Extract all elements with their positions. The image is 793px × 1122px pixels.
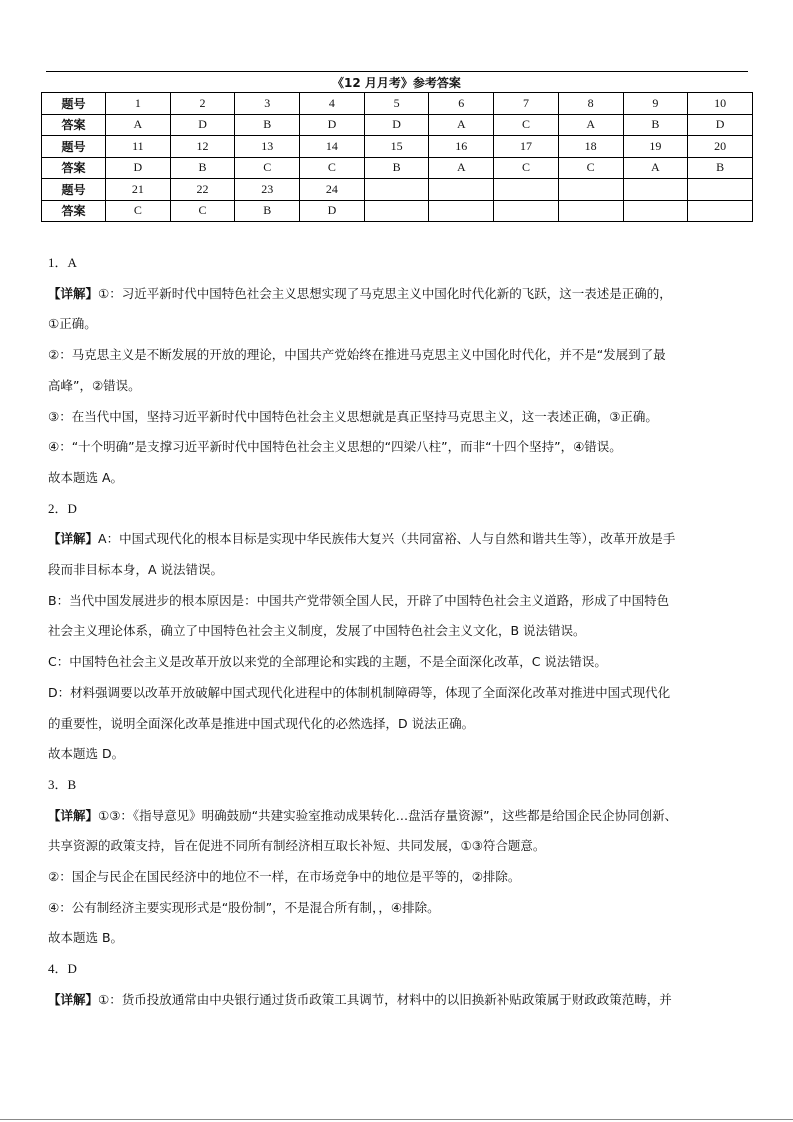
table-cell: B [688,157,753,179]
explanation-line [48,801,753,832]
table-row [42,93,753,115]
table-cell: A [429,114,494,136]
table-cell: A [106,114,171,136]
table-cell: D [364,114,429,136]
explanation-text: 段而非目标本身，A 说法错误。 [48,562,224,578]
explanation-line [48,893,753,924]
table-cell: B [235,114,300,136]
table-cell: D [300,200,365,222]
table-cell: 9 [623,93,688,115]
detail-tag: 【详解】 [48,285,99,301]
explanation-line [48,555,753,586]
table-row [42,136,753,158]
explanation-line [48,402,753,433]
table-cell: 5 [364,93,429,115]
explanation-line [48,678,753,709]
detail-tag: 【详解】 [48,531,99,547]
table-row [42,114,753,136]
table-cell: 24 [300,179,365,201]
table-cell [623,179,688,201]
question-number: 4．D [48,961,77,977]
table-cell: A [429,157,494,179]
explanation-text: D：材料强调要以改革开放破解中国式现代化进程中的体制机制障碍等，体现了全面深化改革对推进中国式现代化 [48,684,671,700]
explanation-text: 的重要性，说明全面深化改革是推进中国式现代化的必然选择，D 说法正确。 [48,715,475,731]
explanation-line [48,371,753,402]
table-cell: 15 [364,136,429,158]
explanation-line [48,647,753,678]
table-cell [558,179,623,201]
answer-table [41,92,753,222]
table-cell [494,179,559,201]
table-cell: 1 [106,93,171,115]
detail-tag: 【详解】 [48,991,99,1007]
explanation-line [48,616,753,647]
explanation-text: ①：习近平新时代中国特色社会主义思想实现了马克思主义中国化时代化新的飞跃，这一表述是正确的， [98,285,672,301]
table-cell: A [623,157,688,179]
table-cell: D [170,114,235,136]
bottom-rule [0,1119,793,1120]
table-row [42,200,753,222]
explanation-text: 高峰”，②错误。 [48,377,141,393]
table-cell [688,200,753,222]
explanation-text: ②：国企与民企在国民经济中的地位不一样，在市场竞争中的地位是平等的，②排除。 [48,869,521,885]
table-cell: C [300,157,365,179]
table-cell: 21 [106,179,171,201]
table-cell: 14 [300,136,365,158]
table-cell [429,200,494,222]
table-cell: 23 [235,179,300,201]
explanation-line [48,985,753,1016]
explanation-line [48,923,753,954]
explanation-line [48,862,753,893]
explanation-text: A：中国式现代化的根本目标是实现中华民族伟大复兴（共同富裕、人与自然和谐共生等），改革开放是手 [98,531,676,547]
table-cell [688,179,753,201]
detail-tag: 【详解】 [48,807,99,823]
table-row [42,157,753,179]
explanation-text: 共享资源的政策支持，旨在促进不同所有制经济相互取长补短、共同发展，①③符合题意。 [48,838,546,854]
row-label: 答案 [42,200,106,222]
table-cell [429,179,494,201]
explanation-text: 故本题选 B。 [48,930,124,946]
table-cell: C [235,157,300,179]
table-cell: B [364,157,429,179]
table-cell [494,200,559,222]
table-cell: 8 [558,93,623,115]
page-title: 《12 月月考》参考答案 [332,76,461,90]
table-cell: 10 [688,93,753,115]
table-cell: C [494,157,559,179]
explanation-text: ①③：《指导意见》明确鼓励“共建实验室推动成果转化…盘活存量资源”，这些都是给国企民企协同创新、 [98,807,678,823]
explanation-line [48,831,753,862]
explanation-text: ③：在当代中国，坚持习近平新时代中国特色社会主义思想就是真正坚持马克思主义，这一表述正确，③正确。 [48,408,658,424]
question-number: 1．A [48,255,77,270]
question-number: 3．B [48,776,77,792]
table-cell [623,200,688,222]
table-cell: C [558,157,623,179]
explanation-text: C：中国特色社会主义是改革开放以来党的全部理论和实践的主题，不是全面深化改革，C 说法错误。 [48,654,607,670]
row-label: 题号 [42,93,106,115]
table-cell: C [494,114,559,136]
explanation-text: ④：“十个明确”是支撑习近平新时代中国特色社会主义思想的“四梁八柱”，而非“十四个坚持”，④错误。 [48,439,622,455]
explanation-text: ④：公有制经济主要实现形式是“股份制”，不是混合所有制，，④排除。 [48,899,440,915]
table-cell: 13 [235,136,300,158]
explanation-line [48,739,753,770]
row-label: 题号 [42,179,106,201]
explanation-text: B：当代中国发展进步的根本原因是：中国共产党带领全国人民，开辟了中国特色社会主义道路，形成了中国特色 [48,592,670,608]
table-cell [364,200,429,222]
table-cell: C [170,200,235,222]
table-cell: D [688,114,753,136]
table-cell: 6 [429,93,494,115]
explanation-line [48,340,753,371]
table-cell: 11 [106,136,171,158]
table-cell: C [106,200,171,222]
table-cell: D [106,157,171,179]
explanation-line [48,709,753,740]
table-cell: 7 [494,93,559,115]
explanation-text: ①：货币投放通常由中央银行通过货币政策工具调节，材料中的以旧换新补贴政策属于财政政策范畴，并 [98,991,672,1007]
table-cell: B [235,200,300,222]
explanation-line [48,432,753,463]
table-cell: 2 [170,93,235,115]
explanation-text: ②：马克思主义是不断发展的开放的理论，中国共产党始终在推进马克思主义中国化时代化，并不是“发展到了最 [48,347,666,363]
explanation-text: ①正确。 [48,316,97,332]
table-cell: 3 [235,93,300,115]
explanation-text: 故本题选 D。 [48,746,125,762]
explanation-text: 故本题选 A。 [48,469,124,485]
explanation-line [48,309,753,340]
table-cell: 12 [170,136,235,158]
table-row [42,179,753,201]
row-label: 答案 [42,157,106,179]
explanation-line [48,524,753,555]
table-cell [558,200,623,222]
table-cell: 20 [688,136,753,158]
explanations [48,248,753,1016]
explanation-line [48,279,753,310]
table-cell: A [558,114,623,136]
table-cell: 18 [558,136,623,158]
table-cell: 17 [494,136,559,158]
explanation-text: 社会主义理论体系，确立了中国特色社会主义制度，发展了中国特色社会主义文化，B 说法错误。 [48,623,586,639]
explanation-line [48,586,753,617]
table-cell [364,179,429,201]
table-cell: 22 [170,179,235,201]
table-cell: D [300,114,365,136]
table-cell: 16 [429,136,494,158]
row-label: 题号 [42,136,106,158]
explanation-line [48,463,753,494]
top-rule [46,71,748,72]
table-cell: 4 [300,93,365,115]
table-cell: B [170,157,235,179]
table-cell: 19 [623,136,688,158]
row-label: 答案 [42,114,106,136]
table-cell: B [623,114,688,136]
question-number: 2．D [48,500,77,516]
